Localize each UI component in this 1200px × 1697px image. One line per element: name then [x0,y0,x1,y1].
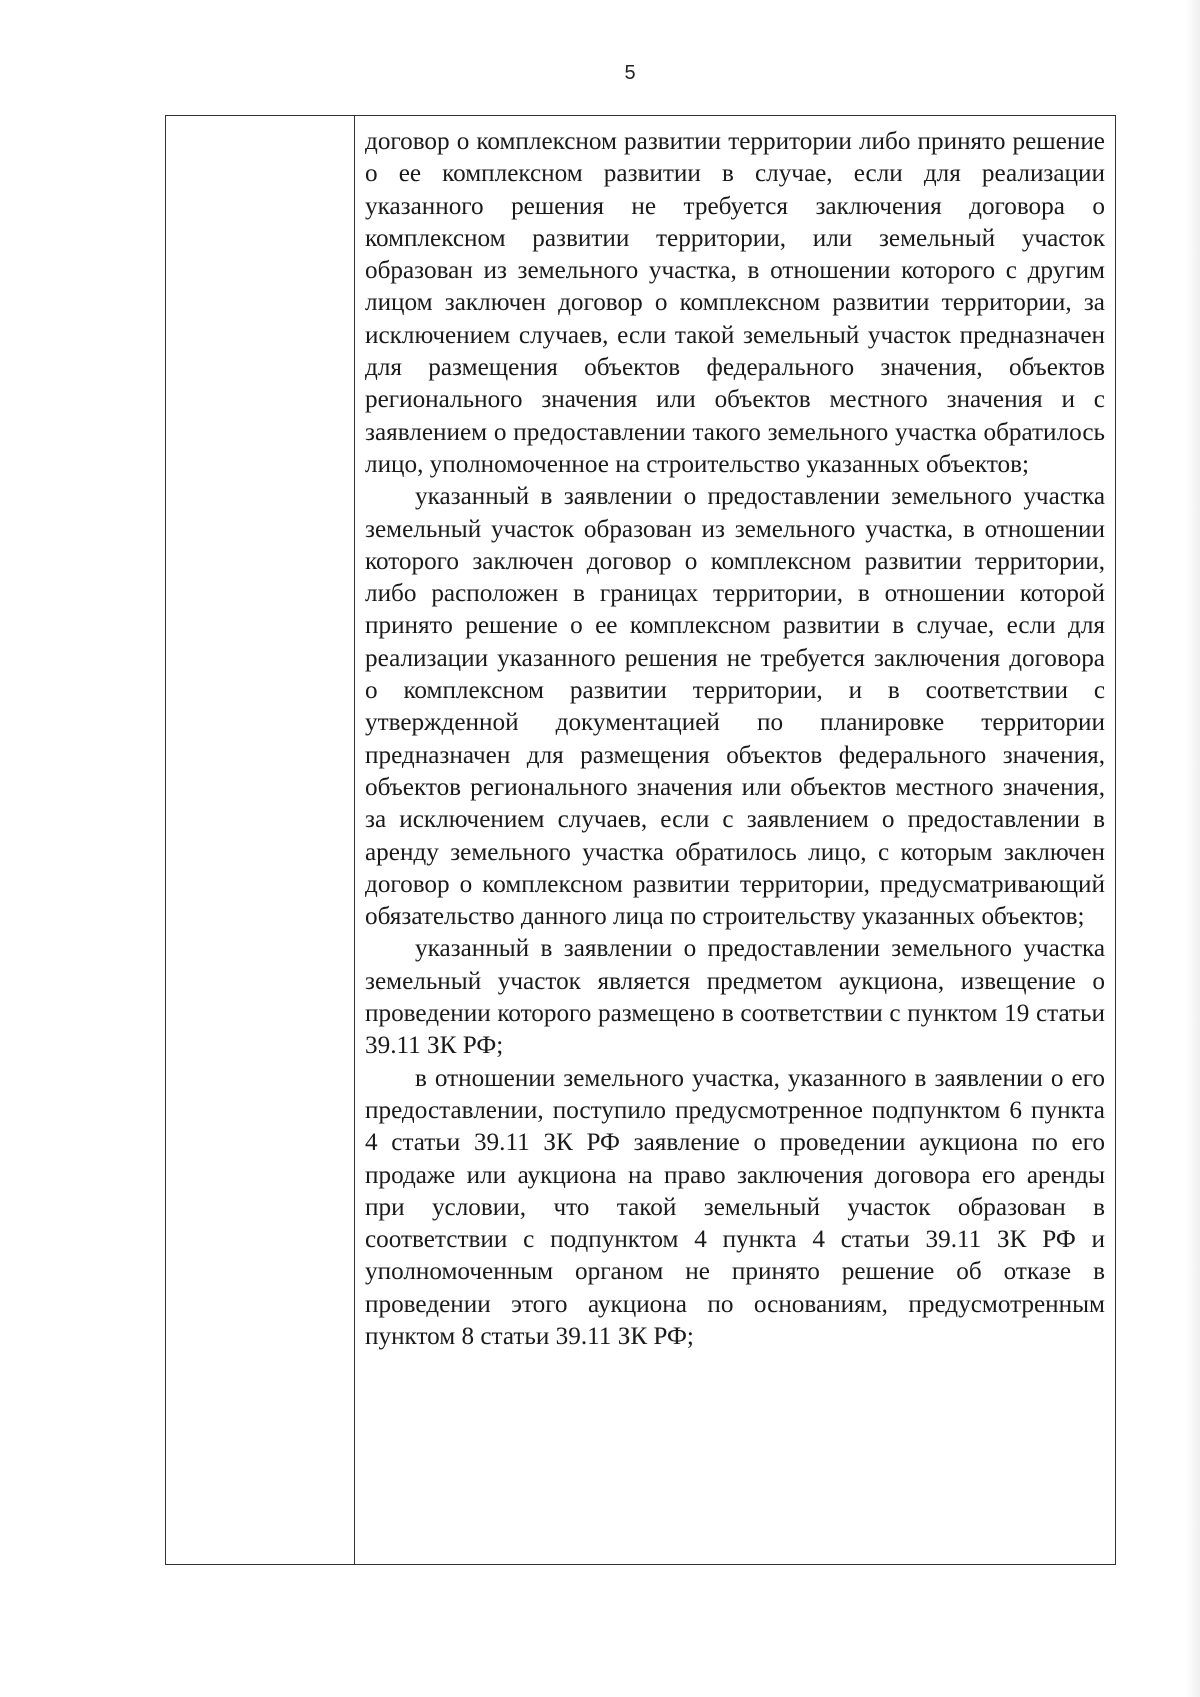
table-left-cell [166,116,355,1564]
paragraph-3: указанный в заявлении о предоставлении земельного участка земельный участок является предметом аукциона, извещение о проведении которого размещено в соответствии с пунктом 19 статьи 39.11 ЗК РФ; [365,935,1105,1060]
page-number: 5 [624,62,636,84]
document-table [165,115,1116,1565]
paragraph-2: указанный в заявлении о предоставлении земельного участка земельный участок образован из земельного участка, в отношении которого заключен договор о комплексном развитии территории, либо расположен в границах территории, в отношении которой принято решение о ее комплексном развитии в случае, если для реализации указанного решения не требуется заключения договора о комплексном развитии территории, и в соответствии с утвержденной документацией по планировке территории предназначен для размещения объектов федерального значения, объектов регионального значения или объектов местного значения, за исключением случаев, если с заявлением о предоставлении в аренду земельного участка обратилось лицо, с которым заключен договор о комплексном развитии территории, предусматривающий обязательство данного лица по строительству указанных объектов; [365,483,1105,931]
table-right-cell [355,116,1115,1564]
scan-edge-shadow [1186,0,1200,1697]
paragraph-1: договор о комплексном развитии территории либо принято решение о ее комплексном развитии в случае, если для реализации указанного решения не требуется заключения договора о комплексном развитии территории, или земельный участок образован из земельного участка, в отношении которого с другим лицом заключен договор о комплексном развитии территории, за исключением случаев, если такой земельный участок предназначен для размещения объектов федерального значения, объектов регионального значения или объектов местного значения и с заявлением о предоставлении такого земельного участка обратилось лицо, уполномоченное на строительство указанных объектов; [365,128,1105,478]
paragraph-4: в отношении земельного участка, указанного в заявлении о его предоставлении, поступило предусмотренное подпунктом 6 пункта 4 статьи 39.11 ЗК РФ заявление о проведении аукциона по его продаже или аукциона на право заключения договора его аренды при условии, что такой земельный участок образован в соответствии с подпунктом 4 пункта 4 статьи 39.11 ЗК РФ и уполномоченным органом не принято решение об отказе в проведении этого аукциона по основаниям, предусмотренным пунктом 8 статьи 39.11 ЗК РФ; [365,1064,1105,1350]
